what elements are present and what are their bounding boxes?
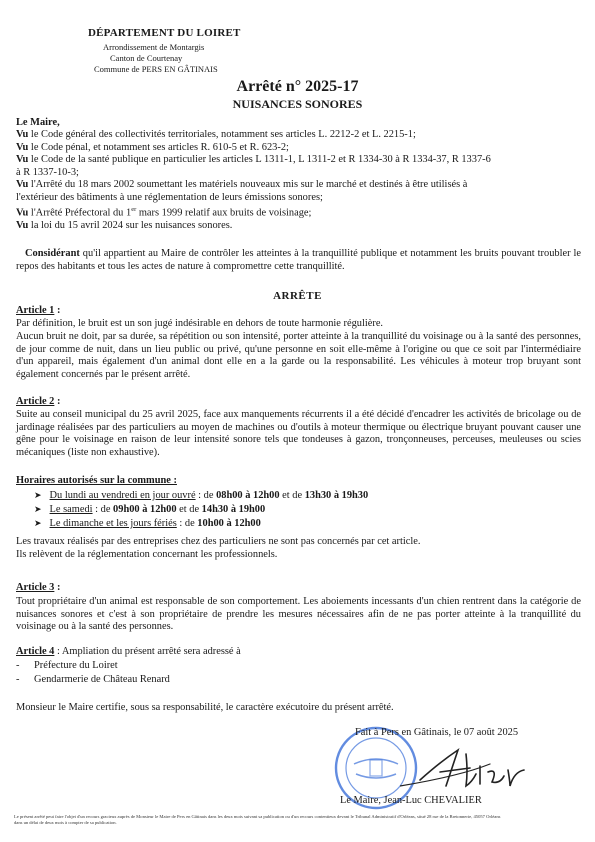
header-line-commune: Commune de PERS EN GÂTINAIS <box>94 64 218 74</box>
vu-item: Vu le Code de la santé publique en particulier les articles L 1311-1, L 1311-2 et R 1334-30 à R 1334-37, R 1337-6 <box>16 154 491 165</box>
signature-place-date: Fait à Pers en Gâtinais, le 07 août 2025 <box>355 727 519 738</box>
header-line-canton: Canton de Courtenay <box>110 53 183 63</box>
vu-item-continuation: l'extérieur des bâtiments à une réglementation de leurs émissions sonores; <box>16 191 323 203</box>
article-1-body: Aucun bruit ne doit, par sa durée, sa répétition ou son intensité, porter atteinte à la tranquillité du voisinage ou à la santé des personnes, de jour comme de nuit, dans un lieu public ou privé, qu'une personne en soit elle-même à l'origine ou que ce soit par l'intermédiaire d'un appareil, mais également d'un animal dont elle en a la garde ou la responsabilité. Les véhicules à moteur trop bruyant sont également concernés par le présent arrêté. <box>16 331 581 380</box>
dash-bullet: - <box>16 674 20 685</box>
horaire-item: ➤ Du lundi au vendredi en jour ouvré : de 08h00 à 12h00 et de 13h30 à 19h30 <box>34 490 369 501</box>
header-line-arrondissement: Arrondissement de Montargis <box>103 42 205 52</box>
article-1-heading: Article 1 : <box>16 305 61 316</box>
horaire-item: ➤ Le dimanche et les jours fériés : de 10h00 à 12h00 <box>34 518 261 529</box>
decree-title: Arrêté n° 2025-17 <box>236 78 359 95</box>
ampliation-item: - Préfecture du Loiret <box>16 660 118 671</box>
horaires-note-entreprises: Les travaux réalisés par des entreprises chez des particuliers ne sont pas concernés par cet article. <box>16 536 421 547</box>
arrow-bullet-icon: ➤ <box>34 504 42 514</box>
horaires-note-professionnels: Ils relèvent de la réglementation concernant les professionnels. <box>16 549 278 560</box>
vu-item: Vu le Code général des collectivités territoriales, notamment ses articles L. 2212-2 et L. 2215-1; <box>16 129 416 140</box>
decree-subtitle: NUISANCES SONORES <box>232 97 363 111</box>
considerant-paragraph: Considérant qu'il appartient au Maire de contrôler les atteintes à la tranquillité publique et notamment les bruits pouvant troubler le repos des habitants et tous les actes de nature à compromettre cette tranquillité. <box>16 248 581 272</box>
article-2-body: Suite au conseil municipal du 25 avril 2025, face aux manquements récurrents il a été décidé d'encadrer les activités de bricolage ou de jardinage réalisées par des particuliers au moyen de machines ou d'outils à moteur thermique ou électrique bruyant pouvant causer une gêne pour le voisinage en raison de leur intensité sonore tels que tondeuses à gazon, tronçonneuses, perceuses, meuleuses ou scies mécaniques (liste non exhaustive). <box>16 409 581 458</box>
article-2-heading: Article 2 : <box>16 396 61 407</box>
article-3-body: Tout propriétaire d'un animal est responsable de son comportement. Les aboiements incessants d'un chien rentrent dans la catégorie de nuisances sonores et c'est à son propriétaire de prendre les mesures nécessaires afin de ne pas porter atteinte à la tranquillité du voisinage ou à la santé des personnes. <box>16 596 581 633</box>
vu-item: Vu l'Arrêté Préfectoral du 1er mars 1999 relatif aux bruits de voisinage; <box>16 206 312 219</box>
footer-legal-line-2: dans un délai de deux mois à compter de sa publication. <box>14 820 117 825</box>
vu-list <box>16 129 581 232</box>
horaires-heading: Horaires autorisés sur la commune : <box>16 475 177 486</box>
arrete-heading: ARRÊTE <box>273 290 322 302</box>
arrow-bullet-icon: ➤ <box>34 518 42 528</box>
footer-legal-line-1: Le présent arrêté peut faire l'objet d'un recours gracieux auprès de Monsieur le Maire de Pers en Gâtinais dans les deux mois suivant sa publication ou d'un recours contentieux devant le Tribunal Administratif d'Orléans, situé 28 rue de la Bretonnerie, 45057 Orléans <box>14 814 501 819</box>
arrow-bullet-icon: ➤ <box>34 490 42 500</box>
article-3-heading: Article 3 : <box>16 582 61 593</box>
maire-label: Le Maire, <box>16 117 60 128</box>
ampliation-item: - Gendarmerie de Château Renard <box>16 674 170 685</box>
article-1-definition: Par définition, le bruit est un son jugé indésirable en dehors de toute harmonie régulière. <box>16 318 384 329</box>
certification-statement: Monsieur le Maire certifie, sous sa responsabilité, le caractère exécutoire du présent arrêté. <box>16 702 394 713</box>
mayor-signature-name: Le Maire, Jean-Luc CHEVALIER <box>340 795 482 806</box>
vu-item-continuation: à R 1337-10-3; <box>16 166 79 178</box>
vu-item: Vu le Code pénal, et notamment ses articles R. 610-5 et R. 623-2; <box>16 141 289 153</box>
horaire-item: ➤ Le samedi : de 09h00 à 12h00 et de 14h30 à 19h00 <box>34 504 266 515</box>
article-4-heading: Article 4 : Ampliation du présent arrêté sera adressé à <box>16 646 241 657</box>
dash-bullet: - <box>16 660 20 671</box>
department-title: DÉPARTEMENT DU LOIRET <box>88 27 241 39</box>
vu-item: Vu l'Arrêté du 18 mars 2002 soumettant les matériels nouveaux mis sur le marché et destinés à être utilisés à <box>16 179 468 190</box>
handwritten-signature <box>400 742 530 796</box>
vu-item: Vu la loi du 15 avril 2024 sur les nuisances sonores. <box>16 219 233 231</box>
